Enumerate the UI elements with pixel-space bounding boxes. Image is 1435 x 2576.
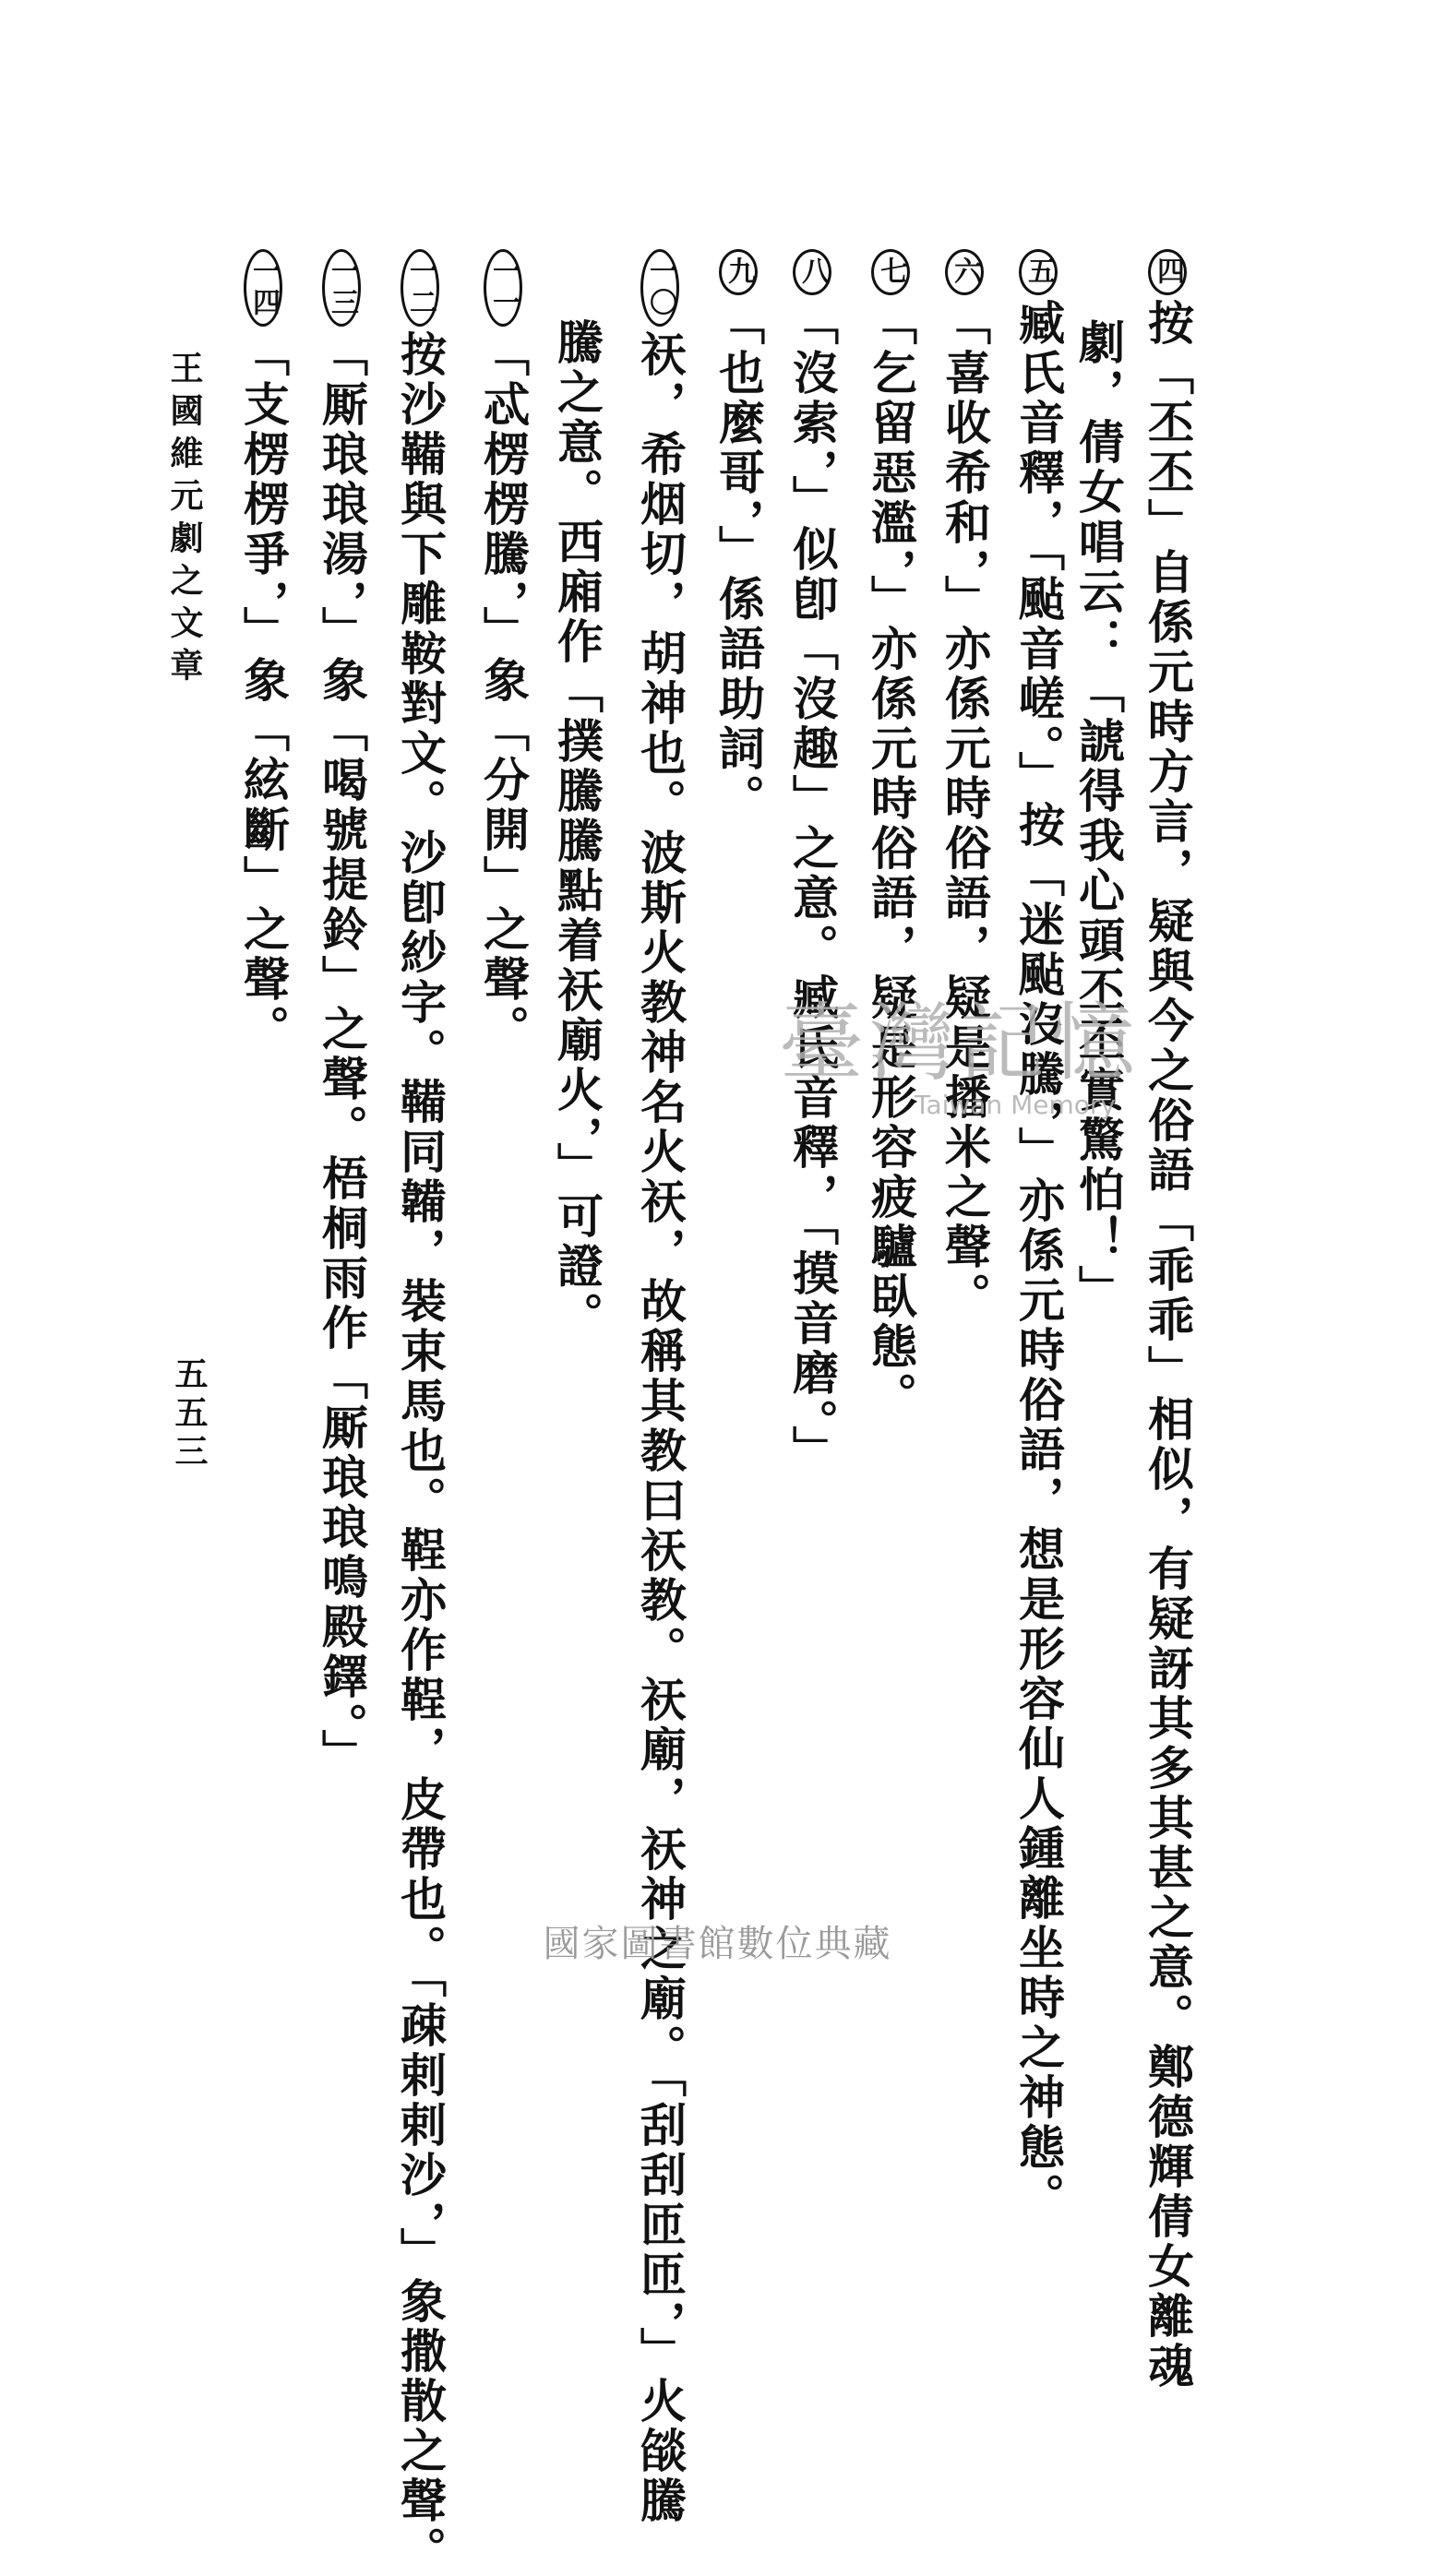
watermark-cn: 臺灣記憶 xyxy=(778,994,1141,1092)
note-number: 七 xyxy=(871,249,910,295)
note-column xyxy=(476,249,531,1055)
note-text: 按「丕丕」自係元時方言，疑與今之俗語「乖乖」相似，有疑訝其多其甚之意。鄭德輝倩女離魂 xyxy=(1141,299,1195,2391)
note-column-continued xyxy=(1071,318,1126,1315)
note-text: 「支楞楞爭，」象「絃斷」之聲。 xyxy=(236,330,291,1055)
book-title: 王國維元劇之文章 xyxy=(165,351,204,690)
note-number: 一三 xyxy=(322,249,361,327)
note-text: 「沒索，」似卽「沒趣」之意。臧氏音釋，「摸音磨。」 xyxy=(785,299,840,1475)
note-number: 四 xyxy=(1148,249,1187,295)
note-number: 一四 xyxy=(244,249,282,327)
note-text: 按沙鞴與下雕鞍對文。沙卽紗字。鞴同韛，裝束馬也。鞓亦作鞓，皮帶也。「疎剌剌沙，」象撒散之聲。 xyxy=(393,330,448,2576)
note-text: 「乞留惡濫，」亦係元時俗語，疑是形容疲驢臥態。 xyxy=(864,299,918,1422)
note-text: 「也麼哥，」係語助詞。 xyxy=(712,299,766,824)
note-text: 劇，倩女唱云：「諕得我心頭丕丕實驚怕！」 xyxy=(1071,318,1126,1315)
note-number: 五 xyxy=(1019,249,1058,295)
note-column xyxy=(864,249,918,1422)
note-column xyxy=(712,249,766,824)
page-number: 五五三 xyxy=(170,1356,209,1473)
library-credit: 國家圖書館數位典藏 xyxy=(543,1923,892,1965)
note-column xyxy=(315,249,369,1779)
note-text: 「喜收希和，」亦係元時俗語，疑是播米之聲。 xyxy=(938,299,992,1322)
note-column xyxy=(236,249,291,1055)
watermark-en: Taiwan Memory xyxy=(915,1090,1116,1120)
note-number: 九 xyxy=(719,249,758,295)
note-number: 八 xyxy=(793,249,831,295)
note-text: 「忒楞楞騰，」象「分開」之聲。 xyxy=(476,330,531,1055)
note-column xyxy=(633,249,688,2526)
note-column xyxy=(938,249,992,1322)
note-text: 臧氏音釋，「颭音嵯。」按「迷颭沒騰，」亦係元時俗語，想是形容仙人鍾離坐時之神態。 xyxy=(1011,299,1066,2223)
note-text: 「厮琅琅湯，」象「喝號提鈴」之聲。梧桐雨作「厮琅琅鳴殿鐸。」 xyxy=(315,330,369,1779)
note-text: 祆，希烟切，胡神也。波斯火教神名火祆，故稱其教曰祆教。祆廟，祆神之廟。「刮刮匝匝，」火燄騰 xyxy=(633,330,688,2526)
watermark-logo xyxy=(711,994,1209,1139)
note-number: 六 xyxy=(945,249,984,295)
note-number: 一〇 xyxy=(640,249,679,327)
note-text: 騰之意。西廂作「撲騰騰點着祆廟火，」可證。 xyxy=(550,318,604,1342)
note-column-continued xyxy=(550,318,604,1342)
note-column xyxy=(785,249,840,1475)
note-column xyxy=(1141,249,1195,2391)
note-number: 一二 xyxy=(401,249,439,327)
note-column xyxy=(393,249,448,2576)
note-number: 一一 xyxy=(484,249,522,327)
